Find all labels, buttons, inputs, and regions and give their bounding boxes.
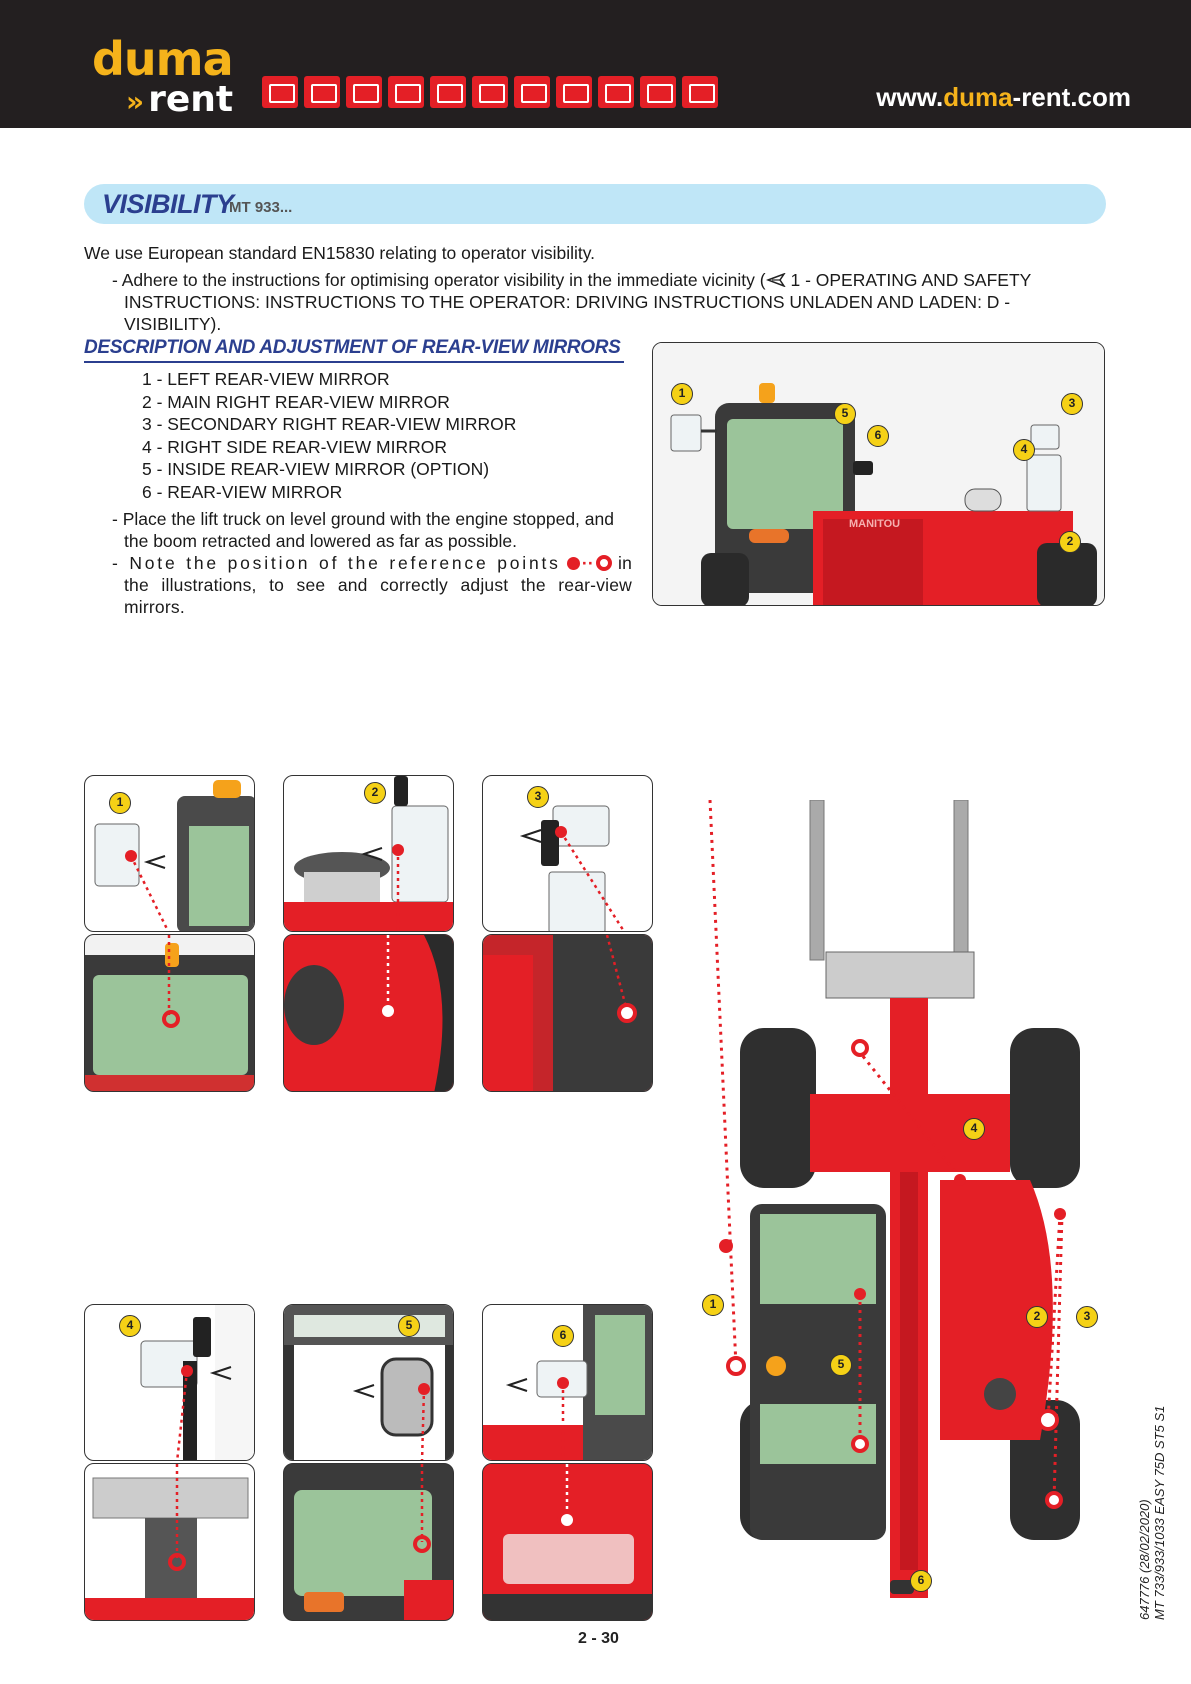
logo-chevron: »: [126, 85, 145, 118]
callout-2: 2: [1026, 1306, 1048, 1328]
excavator-icon: [556, 76, 592, 108]
callout-6: 6: [867, 425, 889, 447]
scissor-lift-icon: [346, 76, 382, 108]
list-item: 2 - MAIN RIGHT REAR-VIEW MIRROR: [142, 391, 450, 412]
roller-icon: [472, 76, 508, 108]
intro-bullet-ref-text: 1 - OPERATING AND SAFETY INSTRUCTIONS: INSTRUCTIONS TO THE OPERATOR: DRIVING INSTRUCTIONS UNLADEN AND LADEN: D - VISIBILITY).: [124, 270, 1032, 334]
callout-5: 5: [398, 1315, 420, 1337]
trailer-icon: [682, 76, 718, 108]
url-highlight: duma: [943, 82, 1013, 112]
document-code: [1137, 1406, 1167, 1620]
callout-6: 6: [552, 1325, 574, 1347]
manitou-brand-label: MANITOU: [849, 518, 901, 530]
logo-rent-word: rent: [148, 79, 234, 120]
callout-2: 2: [364, 782, 386, 804]
callout-3: 3: [1061, 393, 1083, 415]
section-model: MT 933...: [229, 199, 293, 216]
document-code-line1: 647776 (28/02/2020): [1137, 1499, 1152, 1620]
callout-2: 2: [1059, 531, 1081, 553]
overview-illustration: [652, 342, 1105, 606]
mirror-5-reference-panel: [283, 1463, 454, 1621]
reference-dotted-link: ··: [581, 553, 594, 573]
mirror-3-drawing: [483, 776, 653, 932]
mirrors-heading: DESCRIPTION AND ADJUSTMENT OF REAR-VIEW MIRRORS: [84, 337, 624, 363]
callout-3: 3: [527, 786, 549, 808]
dumper-icon: [388, 76, 424, 108]
url-suffix: -rent.com: [1012, 82, 1131, 112]
mirror-4-drawing: [85, 1305, 255, 1461]
note-level-ground: - Place the lift truck on level ground with the engine stopped, and the boom retracted and lowered as far as possible.: [112, 509, 614, 551]
intro-standard-text: We use European standard EN15830 relating to operator visibility.: [84, 243, 596, 263]
mirror-2-view-panel: [283, 775, 454, 932]
mirror-5-reference-drawing: [284, 1464, 454, 1621]
skid-steer-icon: [262, 76, 298, 108]
reference-dot-icon: [567, 557, 580, 570]
logo-duma-text: duma: [92, 32, 233, 86]
mirror-3-reference-panel: [482, 934, 653, 1092]
callout-1: 1: [702, 1294, 724, 1316]
book-reference-icon: [766, 273, 786, 287]
boom-lift-icon: [640, 76, 676, 108]
telehandler-icon: [598, 76, 634, 108]
mirror-6-view-panel: [482, 1304, 653, 1461]
url-prefix: www.: [876, 82, 944, 112]
callout-3: 3: [1076, 1306, 1098, 1328]
loader-icon: [430, 76, 466, 108]
page-number: 2 - 30: [578, 1630, 619, 1647]
mirror-4-reference-drawing: [85, 1464, 255, 1621]
machine-icon-strip: [262, 76, 718, 108]
reference-ring-icon: [596, 555, 612, 571]
section-title: VISIBILITY: [102, 189, 234, 219]
crane-truck-icon: [514, 76, 550, 108]
mirror-2-reference-panel: [283, 934, 454, 1092]
forklift-icon: [304, 76, 340, 108]
callout-6: 6: [910, 1570, 932, 1592]
mirror-6-reference-drawing: [483, 1464, 653, 1621]
note-ref-after: in the illustrations, to see and correctly adjust the rear-view mirrors.: [124, 553, 633, 617]
mirror-list: [142, 368, 516, 503]
mirror-4-reference-panel: [84, 1463, 255, 1621]
mirror-6-reference-panel: [482, 1463, 653, 1621]
intro-bullet-text: - Adhere to the instructions for optimising operator visibility in the immediate vicinity (: [112, 270, 766, 290]
list-item: 5 - INSIDE REAR-VIEW MIRROR (OPTION): [142, 459, 490, 479]
callout-5: 5: [830, 1354, 852, 1376]
mirror-3-view-panel: [482, 775, 653, 932]
list-item: 1 - LEFT REAR-VIEW MIRROR: [142, 369, 390, 389]
top-view-truck-drawing: [700, 800, 1100, 1600]
logo-rent-text: [126, 79, 234, 120]
top-view-truck-illustration: [700, 800, 1100, 1600]
callout-5: 5: [834, 403, 856, 425]
page-header: [0, 0, 1191, 128]
document-code-line2: MT 733/933/1033 EASY 75D ST5 S1: [1152, 1405, 1167, 1620]
duma-rent-logo: [92, 32, 234, 120]
note-ref-before: - Note the position of the reference points: [112, 553, 561, 573]
website-link[interactable]: [876, 82, 1131, 113]
list-item: 4 - RIGHT SIDE REAR-VIEW MIRROR: [142, 436, 447, 457]
mirror-5-drawing: [284, 1305, 454, 1461]
mirror-5-view-panel: [283, 1304, 454, 1461]
callout-4: 4: [119, 1315, 141, 1337]
callout-4: 4: [1013, 439, 1035, 461]
mirror-1-view-panel: [84, 775, 255, 932]
callout-1: 1: [671, 383, 693, 405]
callout-4: 4: [963, 1118, 985, 1140]
section-banner: [84, 184, 1106, 224]
mirror-1-reference-drawing: [85, 935, 255, 1092]
list-item: 3 - SECONDARY RIGHT REAR-VIEW MIRROR: [142, 414, 517, 434]
mirror-3-reference-drawing: [483, 935, 653, 1092]
callout-1: 1: [109, 792, 131, 814]
list-item: 6 - REAR-VIEW MIRROR: [142, 481, 343, 502]
note-reference-points: [112, 552, 632, 618]
intro-bullet: [112, 269, 1112, 335]
rear-view-truck-drawing: [653, 343, 1105, 606]
mirror-2-reference-drawing: [284, 935, 454, 1092]
mirror-1-reference-panel: [84, 934, 255, 1092]
mirror-4-view-panel: [84, 1304, 255, 1461]
